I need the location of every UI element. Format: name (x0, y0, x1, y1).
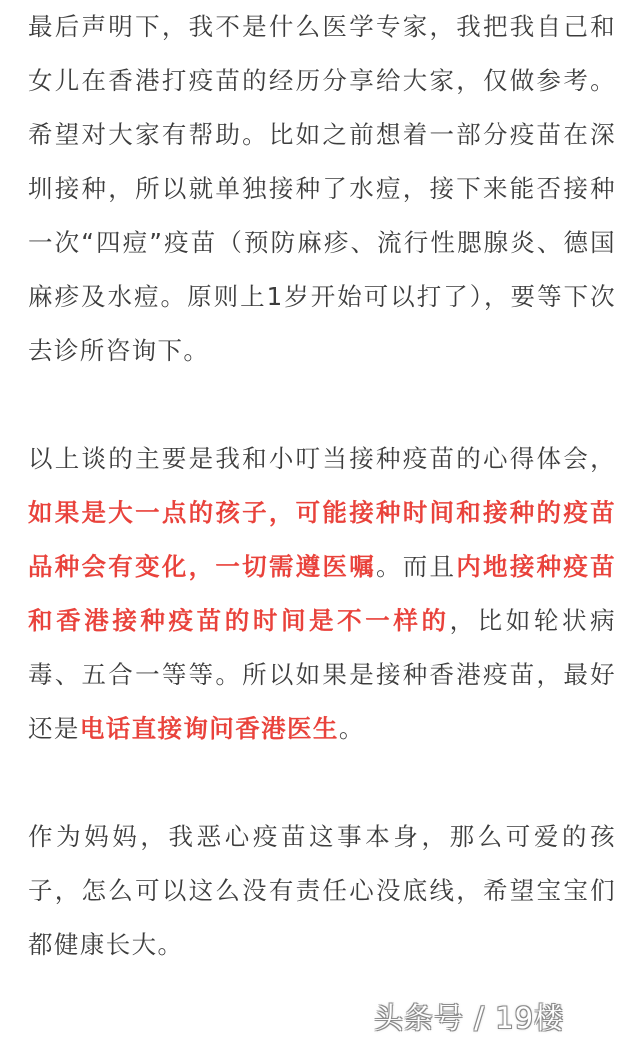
text-segment: 。而且 (375, 552, 457, 581)
watermark (374, 992, 624, 1040)
watermark-text: 头条号 / 19楼 (374, 1000, 565, 1035)
paragraph-summary (28, 432, 616, 756)
text-segment: 。 (338, 714, 365, 743)
highlighted-text-segment: 如果是大一点的孩子，可能接种时间和接种的疫苗品种会有变化，一切需遵医嘱 (28, 498, 616, 581)
text-segment: 最后声明下，我不是什么医学专家，我把我自己和女儿在香港打疫苗的经历分享给大家，仅做参考。希望对大家有帮助。比如之前想着一部分疫苗在深圳接种，所以就单独接种了水痘，接下来能否接种一次“四痘”疫苗（预防麻疹、流行性腮腺炎、德国麻疹及水痘。原则上1岁开始可以打了），要等下次去诊所咨询下。 (28, 12, 616, 365)
text-segment: ，比如轮状病毒、五合一等等。所以如果是接种香港疫苗，最好还是 (28, 606, 617, 743)
highlighted-text-segment: 内地接种疫苗和香港接种疫苗的时间是不一样的 (28, 552, 617, 635)
highlighted-text-segment: 电话直接询问香港医生 (79, 714, 339, 743)
text-segment: 以上谈的主要是我和小叮当接种疫苗的心得体会， (28, 444, 616, 473)
paragraph-disclaimer (28, 0, 616, 378)
text-segment: 作为妈妈，我恶心疫苗这事本身，那么可爱的孩子，怎么可以这么没有责任心没底线，希望宝宝们都健康长大。 (28, 822, 616, 959)
article-body (28, 0, 616, 972)
paragraph-closing (28, 810, 616, 972)
